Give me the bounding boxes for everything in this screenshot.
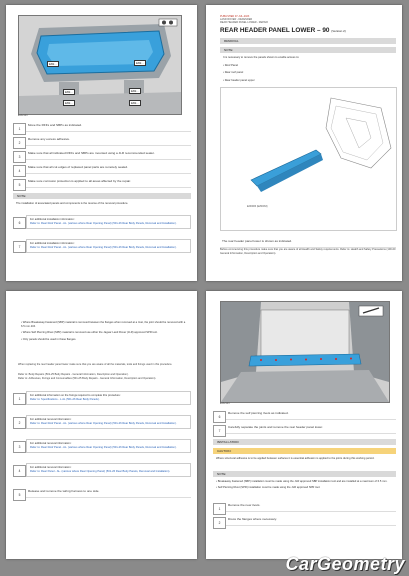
caution-header: CAUTION: <box>213 448 396 454</box>
step-number: 5 <box>13 179 26 191</box>
rivet-removal-photo <box>220 301 390 403</box>
reference-box <box>26 415 191 429</box>
ref-line: Refer to: Adhesives, Fixings and Consumables (501-25 Body Repairs - General Information, Description and Operation). <box>18 376 157 380</box>
bullet-item: • Roof Panel <box>223 63 239 67</box>
note-header: NOTE: <box>213 471 396 477</box>
figure-number: E252193 <box>18 114 28 117</box>
note-body <box>220 54 396 84</box>
page-title <box>220 27 346 34</box>
callout-label: E82... <box>65 90 73 94</box>
step-text: Remove any excess adhesive. <box>26 135 191 146</box>
step-number: 4 <box>13 165 26 177</box>
step-number: 1 <box>213 503 226 515</box>
manual-page-3 <box>6 291 197 559</box>
callout-label: E82... <box>65 101 73 105</box>
reference-box <box>26 215 191 229</box>
body-shell-diagram <box>221 88 396 230</box>
rear-header-diagram <box>19 16 181 114</box>
step-text: Carefully separate the joints and remove the rear header panel lower. <box>226 423 396 434</box>
step-number: 7 <box>213 425 226 437</box>
rear-body-diagram <box>221 302 389 402</box>
reference-box <box>26 391 191 405</box>
bullet-item: • Only panels should be used in these flanges. <box>21 337 77 341</box>
reference-title: For additional installation information: <box>30 218 75 221</box>
reference-box <box>26 439 191 453</box>
step-number: 2 <box>213 517 226 529</box>
step-number: 3 <box>13 441 26 453</box>
note-bullets <box>18 319 191 346</box>
bullet-item: • Where Self Piercing Rivet (SPR) material is removed use either the Jaguar Land Rover (JLR) approved SPR tool. <box>21 331 158 334</box>
site-watermark-logo: CarGeometry <box>285 554 405 574</box>
note-header: NOTE: <box>220 47 396 53</box>
step-text: Make sure that all cut edges of replaced panel parts are remotely sealed. <box>26 163 191 174</box>
step-number: 5 <box>13 489 26 501</box>
header-line: PUBLISHED 07-JUL-2023 <box>220 15 250 18</box>
title-suffix: (Version 2) <box>331 29 346 33</box>
health-safety-note: Before commencing this procedure make sure that you are aware of all Health and Safety requirements. Refer to: Health and Safety Precautions (100-00 General Information, Description and Operation). <box>220 248 396 255</box>
step-text: Remove the new rivets. <box>226 501 396 512</box>
bullet-item: • Self Piercing Rivet (SPR) installation must be made using the JLR approved SPR tool. <box>216 485 321 489</box>
step-number: 7 <box>13 241 26 253</box>
reference-title: For additional removal information: <box>30 418 72 421</box>
reference-link[interactable]: Refer to: Specifications - L.AL (501-26 Rear Body Panels). <box>30 397 100 401</box>
step-number: 6 <box>213 411 226 423</box>
step-number: 1 <box>13 393 26 405</box>
step-number: 4 <box>13 465 26 477</box>
title-text: REAR HEADER PANEL LOWER – 90 <box>220 27 330 34</box>
reference-link[interactable]: Refer to: Rear Panel - AL. (various where Rear Opening Panel) (501-26 Rear Body Panels, Removal and Installation). <box>30 469 171 473</box>
reference-link[interactable]: Refer to: Rear Roof Panel - AL. (various where Rear Opening Panel) (501-26 Rear Body Panels, Removal and Installation). <box>30 421 177 425</box>
ref-line: Refer to: Body Repairs (501-25 Body Repairs - General Information, Description and Operation). <box>18 373 129 376</box>
exploded-view-figure <box>220 87 397 231</box>
step-number: 2 <box>13 137 26 149</box>
figure-caption: E260063 (E260063) <box>247 206 268 208</box>
reference-link[interactable]: Refer to: Rear Roof Panel - AL. (various where Rear Opening Panel) (501-26 Rear Body Panels, Removal and Installation). <box>30 221 177 225</box>
step-number: 1 <box>13 123 26 135</box>
note-text: The installation of associated panels and components is the reverse of the removal procedure. <box>16 202 129 205</box>
figure-number: E252194 <box>220 402 230 405</box>
step-text: Move the RFFs and SBPs as indicated. <box>26 121 191 132</box>
header-line: REAR HEADER PANEL LOWER - REPAIR <box>220 21 268 25</box>
reference-title: For additional removal information: <box>30 466 72 469</box>
reference-link[interactable]: Refer to: Rear Roof Panel - AL. (various where Rear Opening Panel) (501-26 Rear Body Panels, Removal and Installation). <box>30 445 177 449</box>
step-text: The rear header panel lower is shown as indicated. <box>220 237 396 248</box>
callout-label: E82... <box>49 62 57 66</box>
bullet-item: • Breakaway Fastened (SBP) installation must be made using the JLR approved SBP installation tool and are installed at a maximum of 6.5 mm. <box>216 480 388 483</box>
reference-box <box>26 463 191 477</box>
section-removal: REMOVAL <box>220 38 396 44</box>
header-line: LAND ROVER - DEFENDER <box>220 18 253 22</box>
step-text: Release and remove the wiring harness to one side. <box>26 487 191 498</box>
callout-label: E82... <box>131 89 139 93</box>
note-bullets <box>213 478 396 491</box>
manual-page-2 <box>206 5 402 281</box>
note-intro: It is necessary to remove the panels shown to enable access to: <box>223 56 300 59</box>
bullet-item: • Rear header panel upper <box>223 78 255 82</box>
publish-header <box>220 15 268 25</box>
reference-title: For additional information on the fixings required to complete this procedure: <box>30 394 121 397</box>
reference-link[interactable]: Refer to: Rear Roof Panel - AL. (various where Rear Opening Panel) (501-26 Rear Body Panels, Removal and Installation). <box>30 245 177 249</box>
step-number: 2 <box>13 417 26 429</box>
step-text: Remove the self piercing rivets as indicated. <box>226 409 396 420</box>
reference-title: For additional installation information: <box>30 242 75 245</box>
step-number: 6 <box>13 217 26 229</box>
step-text: Dress the flanges where necessary. <box>226 515 396 526</box>
step-text: Make sure corrosion protection is applied to all areas affected by the repair. <box>26 177 191 188</box>
callout-label: E82... <box>131 101 139 105</box>
caution-text: Where structural adhesive is to be applied between surfaces it is essential adhesion is applied to the joints during this working period. <box>216 457 375 460</box>
manual-page-4 <box>206 291 402 559</box>
step-text: Make sure that all indicated RFFs and SBPs are mounted using a JLR recommended sealer. <box>26 149 191 160</box>
reference-box <box>26 239 191 253</box>
note-header: NOTE: <box>13 193 191 199</box>
step-number: 3 <box>13 151 26 163</box>
reference-title: For additional removal information: <box>30 442 72 445</box>
callout-label: E82... <box>136 61 144 65</box>
section-installation: INSTALLATION <box>213 439 396 445</box>
bullet-item: • Where Breakaway Fastened (SBP) material is removed between the flanges when removed at a rivet, the joint should be removed with a 6.5 mm drill. <box>21 321 186 328</box>
intro-text: When replacing the rear header panel lower make sure that you are aware of all the materials, tools and fixings used in this procedure. <box>18 363 173 366</box>
manual-page-1 <box>6 5 197 281</box>
ref-list <box>18 373 191 380</box>
bullet-item: • Rear roof panel <box>223 71 244 74</box>
rear-panel-photo <box>18 15 182 115</box>
